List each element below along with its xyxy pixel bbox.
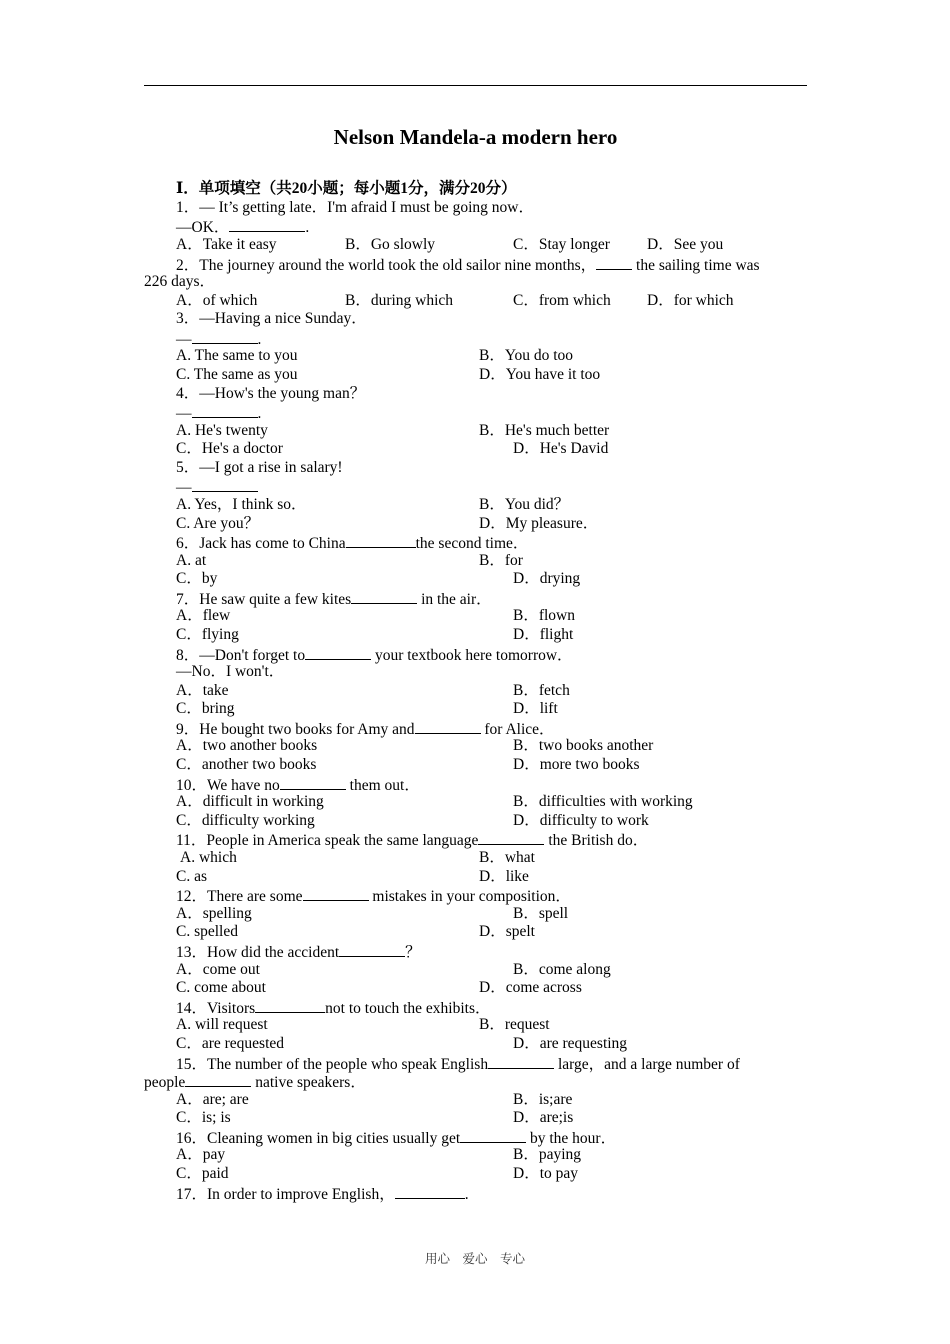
question-13: 13．How did the accident ？ bbox=[176, 944, 421, 961]
question-12: 12．There are some mistakes in your composition． bbox=[176, 888, 571, 905]
option-d: D．He's David bbox=[513, 440, 609, 457]
option-a: A．flew bbox=[176, 607, 231, 624]
answer-blank bbox=[395, 1184, 465, 1199]
option-c: C．by bbox=[176, 570, 218, 587]
option-d: D．See you bbox=[647, 236, 724, 253]
answer-blank bbox=[229, 217, 305, 232]
option-b: B．difficulties with working bbox=[513, 793, 693, 810]
option-d: D．flight bbox=[513, 626, 574, 643]
answer-blank bbox=[415, 719, 481, 734]
option-b: B．paying bbox=[513, 1146, 582, 1163]
option-d: D．to pay bbox=[513, 1165, 579, 1182]
answer-blank bbox=[185, 1072, 251, 1087]
question-15: 15．The number of the people who speak English large，and a large number of bbox=[176, 1056, 740, 1073]
page-title: Nelson Mandela-a modern hero bbox=[333, 125, 618, 149]
option-c: C．bring bbox=[176, 700, 235, 717]
option-a: A．come out bbox=[176, 961, 260, 978]
option-d: D．drying bbox=[513, 570, 581, 587]
option-b: B．is;are bbox=[513, 1091, 573, 1108]
option-d: D．come across bbox=[479, 979, 582, 996]
option-d: D．difficulty to work bbox=[513, 812, 649, 829]
answer-blank bbox=[303, 886, 369, 901]
option-a: A．pay bbox=[176, 1146, 226, 1163]
answer-blank bbox=[488, 1054, 554, 1069]
answer-line-5: — bbox=[176, 477, 258, 498]
option-b: B．during which bbox=[345, 292, 454, 309]
option-c: C．He's a doctor bbox=[176, 440, 283, 457]
option-d: D．lift bbox=[513, 700, 558, 717]
answer-blank bbox=[460, 1128, 526, 1143]
option-a: A．difficult in working bbox=[176, 793, 324, 810]
question-4: 4．—How's the young man？ bbox=[176, 385, 366, 402]
option-d: D．You have it too bbox=[479, 366, 601, 383]
answer-line-1: —OK． . bbox=[176, 219, 310, 236]
option-c: C. spelled bbox=[176, 923, 238, 940]
option-b: B．come along bbox=[513, 961, 611, 978]
page-footer: 用心 爱心 专心 bbox=[424, 1251, 525, 1266]
question-2: 2．The journey around the world took the old sailor nine months， the sailing time was bbox=[176, 257, 760, 274]
option-a: A. Yes，I think so． bbox=[176, 496, 307, 513]
option-b: B．for bbox=[479, 552, 523, 569]
answer-blank bbox=[339, 942, 405, 957]
answer-blank bbox=[192, 329, 258, 344]
question-9: 9．He bought two books for Amy and for Alice． bbox=[176, 721, 555, 738]
option-d: D．My pleasure． bbox=[479, 515, 599, 532]
answer-blank bbox=[351, 589, 417, 604]
option-b: B．You did？ bbox=[479, 496, 570, 513]
option-c: C. come about bbox=[176, 979, 266, 996]
question-17: 17．In order to improve English， . bbox=[176, 1186, 469, 1203]
answer-line-3: — . bbox=[176, 331, 262, 348]
option-d: D．are requesting bbox=[513, 1035, 628, 1052]
option-c: C．paid bbox=[176, 1165, 229, 1182]
option-c: C．another two books bbox=[176, 756, 317, 773]
option-c: C. The same as you bbox=[176, 366, 298, 383]
option-a: A．two another books bbox=[176, 737, 318, 754]
question-16: 16．Cleaning women in big cities usually get by the hour． bbox=[176, 1130, 617, 1147]
option-d: D．are;is bbox=[513, 1109, 574, 1126]
option-c: C．difficulty working bbox=[176, 812, 315, 829]
option-b: B．spell bbox=[513, 905, 569, 922]
option-b: B．two books another bbox=[513, 737, 654, 754]
answer-line-8: —No．I won't． bbox=[176, 663, 285, 680]
option-a: A．Take it easy bbox=[176, 236, 277, 253]
option-d: D．like bbox=[479, 868, 529, 885]
answer-blank bbox=[280, 775, 346, 790]
option-a: A. which bbox=[180, 849, 237, 866]
option-b: B．fetch bbox=[513, 682, 570, 699]
question-10: 10．We have no them out． bbox=[176, 777, 420, 794]
option-c: C．is; is bbox=[176, 1109, 231, 1126]
answer-blank bbox=[192, 477, 258, 492]
option-a: A. The same to you bbox=[176, 347, 298, 364]
option-c: C．from which bbox=[513, 292, 611, 309]
option-b: B．request bbox=[479, 1016, 550, 1033]
question-6: 6．Jack has come to China the second time． bbox=[176, 535, 529, 552]
question-11: 11．People in America speak the same language the British do． bbox=[176, 832, 649, 849]
option-a: A．take bbox=[176, 682, 229, 699]
answer-blank bbox=[305, 645, 371, 660]
option-d: D．more two books bbox=[513, 756, 640, 773]
option-c: C. Are you？ bbox=[176, 515, 260, 532]
option-b: B．He's much better bbox=[479, 422, 610, 439]
section-heading: Ⅰ．单项填空（共20小题；每小题1分，满分20分） bbox=[176, 180, 517, 197]
question-5: 5．—I got a rise in salary! bbox=[176, 459, 343, 476]
question-8: 8．—Don't forget to your textbook here tomorrow． bbox=[176, 647, 573, 664]
option-b: B．flown bbox=[513, 607, 576, 624]
option-a: A．are; are bbox=[176, 1091, 249, 1108]
answer-blank bbox=[478, 830, 544, 845]
option-b: B．Go slowly bbox=[345, 236, 435, 253]
question-7: 7．He saw quite a few kites in the air． bbox=[176, 591, 492, 608]
answer-line-4: — . bbox=[176, 405, 262, 422]
option-a: A. He's twenty bbox=[176, 422, 268, 439]
option-b: B．You do too bbox=[479, 347, 574, 364]
option-c: C．Stay longer bbox=[513, 236, 610, 253]
option-a: A. will request bbox=[176, 1016, 268, 1033]
question-1: 1．— It’s getting late．I'm afraid I must be going now． bbox=[176, 199, 534, 216]
option-d: D．for which bbox=[647, 292, 734, 309]
option-c: C．are requested bbox=[176, 1035, 285, 1052]
answer-blank bbox=[596, 255, 632, 270]
option-c: C. as bbox=[176, 868, 207, 885]
option-d: D．spelt bbox=[479, 923, 535, 940]
question-2-cont: 226 days． bbox=[144, 273, 216, 290]
question-15-cont: people native speakers． bbox=[144, 1074, 366, 1091]
header-rule bbox=[144, 85, 807, 86]
option-a: A．spelling bbox=[176, 905, 252, 922]
option-b: B．what bbox=[479, 849, 535, 866]
option-c: C．flying bbox=[176, 626, 239, 643]
answer-blank bbox=[192, 403, 258, 418]
question-14: 14．Visitors not to touch the exhibits． bbox=[176, 1000, 491, 1017]
option-a: A. at bbox=[176, 552, 207, 569]
answer-blank bbox=[346, 533, 416, 548]
option-a: A．of which bbox=[176, 292, 258, 309]
answer-blank bbox=[255, 998, 325, 1013]
question-3: 3．—Having a nice Sunday． bbox=[176, 310, 367, 327]
